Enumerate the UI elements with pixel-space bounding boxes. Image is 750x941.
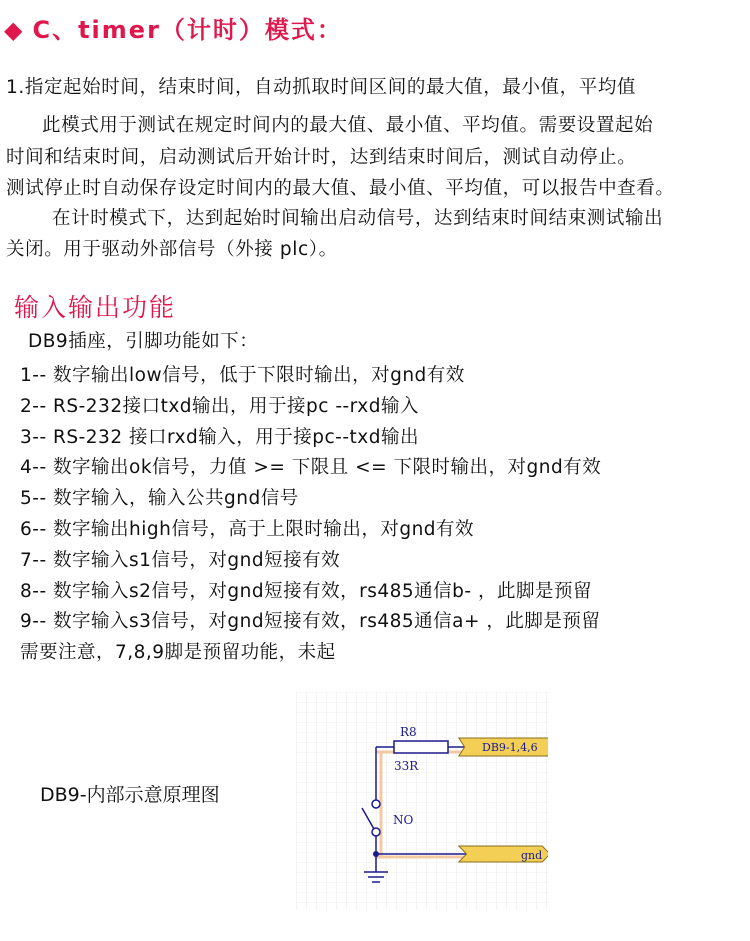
resistor-label: R8 xyxy=(400,725,417,739)
switch-label: NO xyxy=(393,813,414,827)
section-heading xyxy=(4,10,343,45)
pin-item-8: 8-- 数字输入s2信号，对gnd短接有效，rs485通信b- ，此脚是预留 xyxy=(20,581,592,602)
paragraph-line-1: 1.指定起始时间，结束时间，自动抓取时间区间的最大值，最小值，平均值 xyxy=(6,77,637,98)
paragraph-line-3: 时间和结束时间，启动测试后开始计时，达到结束时间后，测试自动停止。 xyxy=(6,147,637,168)
diamond-bullet-icon: ◆ xyxy=(4,16,25,44)
pin-item-7: 7-- 数字输入s1信号，对gnd短接有效 xyxy=(20,550,341,571)
switch-contact-bottom xyxy=(372,828,380,836)
heading-text: C、timer（计时）模式： xyxy=(32,16,343,44)
port-db9-label: DB9-1,4,6 xyxy=(482,741,538,754)
port-gnd-label: gnd xyxy=(521,849,543,862)
diagram-caption: DB9-内部示意原理图 xyxy=(40,784,220,806)
paragraph-line-6: 关闭。用于驱动外部信号（外接 plc）。 xyxy=(6,239,338,260)
paragraph-line-2: 此模式用于测试在规定时间内的最大值、最小值、平均值。需要设置起始 xyxy=(42,115,654,136)
resistor-value: 33R xyxy=(394,759,419,773)
schematic-diagram xyxy=(296,692,548,910)
schematic-grid xyxy=(296,692,548,910)
junction-dot xyxy=(373,851,379,857)
io-section-title: 输入输出功能 xyxy=(14,293,177,322)
paragraph-line-5: 在计时模式下，达到起始时间输出启动信号，达到结束时间结束测试输出 xyxy=(52,208,664,229)
resistor-symbol xyxy=(394,741,448,753)
pin-item-2: 2-- RS-232接口txd输出，用于接pc --rxd输入 xyxy=(20,396,419,417)
io-note: 需要注意，7,8,9脚是预留功能，未起 xyxy=(20,642,336,663)
pin-item-4: 4-- 数字输出ok信号，力值 >= 下限且 <= 下限时输出，对gnd有效 xyxy=(20,457,602,478)
pin-item-5: 5-- 数字输入，输入公共gnd信号 xyxy=(20,488,299,509)
switch-contact-top xyxy=(372,800,380,808)
pin-item-3: 3-- RS-232 接口rxd输入，用于接pc--txd输出 xyxy=(20,427,419,448)
io-intro: DB9插座，引脚功能如下： xyxy=(28,331,259,352)
pin-item-9: 9-- 数字输入s3信号，对gnd短接有效，rs485通信a+ ，此脚是预留 xyxy=(20,611,601,632)
pin-item-1: 1-- 数字输出low信号，低于下限时输出，对gnd有效 xyxy=(20,365,465,386)
paragraph-line-4: 测试停止时自动保存设定时间内的最大值、最小值、平均值，可以报告中查看。 xyxy=(6,178,675,199)
pin-item-6: 6-- 数字输出high信号，高于上限时输出，对gnd有效 xyxy=(20,519,475,540)
